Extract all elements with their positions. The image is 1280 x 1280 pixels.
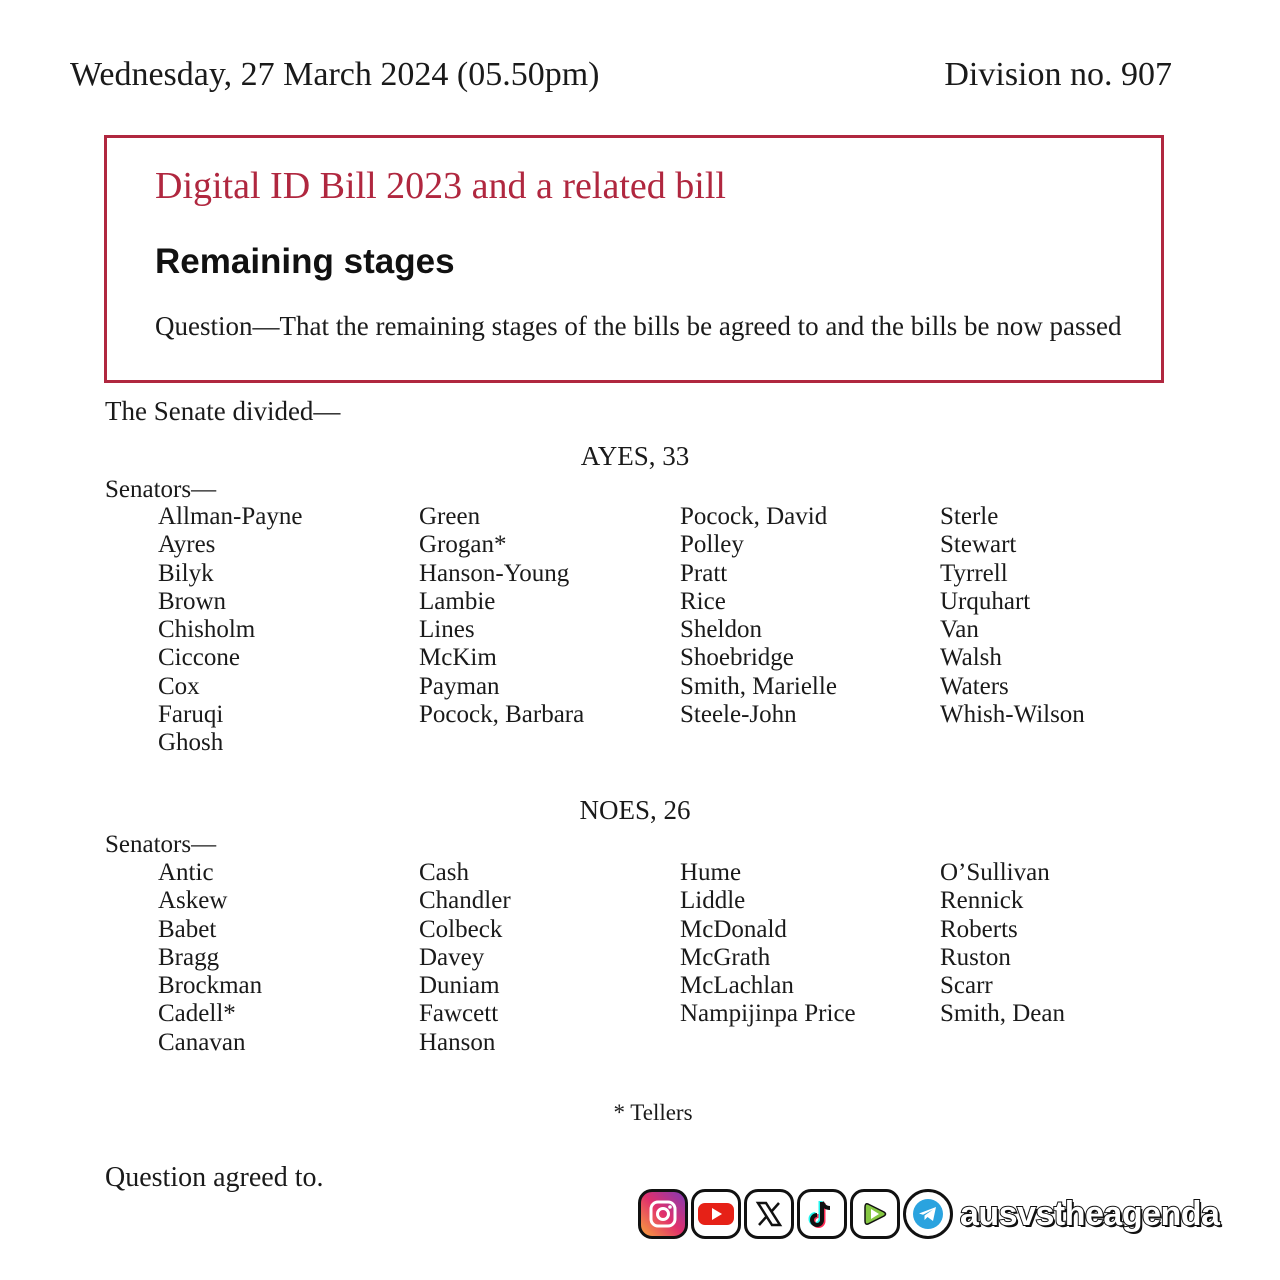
noes-column bbox=[419, 859, 680, 1057]
noes-senator-name: Fawcett bbox=[419, 1000, 499, 1028]
noes-senator-name: Colbeck bbox=[419, 915, 503, 943]
noes-heading: NOES, 26 bbox=[579, 795, 691, 825]
tiktok-icon bbox=[797, 1189, 847, 1239]
noes-column bbox=[940, 859, 1198, 1057]
noes-column bbox=[158, 859, 419, 1057]
ayes-senator-name: Pratt bbox=[680, 559, 728, 587]
noes-senator-name: Duniam bbox=[419, 972, 500, 1000]
ayes-senator-name: Ayres bbox=[158, 531, 216, 559]
ayes-senators-label: Senators— bbox=[105, 476, 217, 503]
bill-title: Digital ID Bill 2023 and a related bill bbox=[155, 165, 726, 207]
noes-senator-name: Cadell* bbox=[158, 1000, 236, 1028]
ayes-column bbox=[419, 503, 680, 758]
noes-senator-name: Nampijinpa Price bbox=[680, 1000, 856, 1028]
ayes-heading: AYES, 33 bbox=[580, 441, 690, 471]
noes-senator-name: Scarr bbox=[940, 972, 993, 1000]
noes-senator-name: Bragg bbox=[158, 943, 220, 971]
result-text: Question agreed to. bbox=[105, 1162, 324, 1193]
noes-senator-name: Davey bbox=[419, 943, 485, 971]
ayes-senator-name: Shoebridge bbox=[680, 644, 794, 672]
noes-senator-name: Canavan bbox=[158, 1028, 246, 1056]
ayes-senator-name: Hanson-Young bbox=[419, 559, 570, 587]
social-handle: ausvstheagenda bbox=[960, 1194, 1220, 1233]
ayes-senator-name: Grogan* bbox=[419, 531, 507, 559]
telegram-icon bbox=[903, 1189, 953, 1239]
division-number: Division no. 907 bbox=[944, 56, 1172, 93]
ayes-senator-name: Pocock, Barbara bbox=[419, 701, 585, 729]
youtube-icon bbox=[691, 1189, 741, 1239]
ayes-senator-name: Waters bbox=[940, 672, 1009, 700]
ayes-column bbox=[680, 503, 940, 758]
ayes-senator-name: Payman bbox=[419, 672, 500, 700]
noes-senator-name: Antic bbox=[158, 859, 214, 886]
ayes-column bbox=[158, 503, 419, 758]
noes-senator-name: O’Sullivan bbox=[940, 859, 1050, 886]
document-header bbox=[70, 56, 1172, 100]
noes-senator-name: Babet bbox=[158, 915, 217, 943]
senate-divided-text: The Senate divided— bbox=[105, 396, 341, 426]
ayes-senator-name: Stewart bbox=[940, 531, 1017, 559]
ayes-names-list bbox=[158, 503, 1198, 758]
noes-senator-name: Hanson bbox=[419, 1028, 496, 1056]
noes-senator-name: Hume bbox=[680, 859, 742, 886]
tellers-note: * Tellers bbox=[613, 1100, 693, 1125]
noes-senator-name: McDonald bbox=[680, 915, 787, 943]
ayes-senator-name: Pocock, David bbox=[680, 503, 828, 530]
ayes-senator-name: Rice bbox=[680, 587, 726, 615]
ayes-senator-name: Sheldon bbox=[680, 616, 762, 644]
ayes-senator-name: Urquhart bbox=[940, 587, 1031, 615]
noes-senator-name: Cash bbox=[419, 859, 469, 886]
noes-senator-name: Brockman bbox=[158, 972, 263, 1000]
division-date: Wednesday, 27 March 2024 (05.50pm) bbox=[70, 56, 600, 93]
stage-title: Remaining stages bbox=[155, 242, 455, 281]
ayes-senator-name: Faruqi bbox=[158, 701, 224, 729]
ayes-senator-name: Ciccone bbox=[158, 644, 240, 672]
ayes-senator-name: Steele-John bbox=[680, 701, 797, 729]
ayes-senator-name: Lambie bbox=[419, 587, 496, 615]
question-text: Question—That the remaining stages of the bills be agreed to and the bills be now passed bbox=[155, 311, 1122, 341]
noes-senator-name: Roberts bbox=[940, 915, 1018, 943]
ayes-senator-name: Ghosh bbox=[158, 729, 224, 757]
ayes-senator-name: McKim bbox=[419, 644, 497, 672]
noes-senator-name: Rennick bbox=[940, 887, 1024, 915]
ayes-senator-name: Chisholm bbox=[158, 616, 256, 644]
ayes-senator-name: Allman-Payne bbox=[158, 503, 303, 530]
ayes-senator-name: Polley bbox=[680, 531, 744, 559]
question-box bbox=[104, 135, 1164, 383]
noes-senators-label: Senators— bbox=[105, 831, 217, 858]
social-watermark bbox=[638, 1186, 1219, 1242]
noes-senator-name: Ruston bbox=[940, 943, 1011, 971]
ayes-senator-name: Smith, Marielle bbox=[680, 672, 837, 700]
instagram-icon bbox=[638, 1189, 688, 1239]
noes-senator-name: Smith, Dean bbox=[940, 1000, 1065, 1028]
x-icon bbox=[744, 1189, 794, 1239]
ayes-senator-name: Bilyk bbox=[158, 559, 214, 587]
ayes-senator-name: Lines bbox=[419, 616, 475, 644]
ayes-senator-name: Brown bbox=[158, 587, 227, 615]
ayes-senator-name: Van bbox=[940, 616, 979, 644]
ayes-senator-name: Walsh bbox=[940, 644, 1002, 672]
noes-senator-name: McLachlan bbox=[680, 972, 794, 1000]
noes-senator-name: Chandler bbox=[419, 887, 511, 915]
noes-column bbox=[680, 859, 940, 1057]
noes-senator-name: Askew bbox=[158, 887, 228, 915]
noes-names-list bbox=[158, 859, 1198, 1057]
noes-senator-name: McGrath bbox=[680, 943, 771, 971]
ayes-senator-name: Green bbox=[419, 503, 481, 530]
ayes-senator-name: Sterle bbox=[940, 503, 999, 530]
ayes-senator-name: Tyrrell bbox=[940, 559, 1008, 587]
ayes-senator-name: Cox bbox=[158, 672, 200, 700]
ayes-senator-name: Whish-Wilson bbox=[940, 701, 1085, 729]
noes-senator-name: Liddle bbox=[680, 887, 746, 915]
rumble-icon bbox=[850, 1189, 900, 1239]
ayes-column bbox=[940, 503, 1198, 758]
